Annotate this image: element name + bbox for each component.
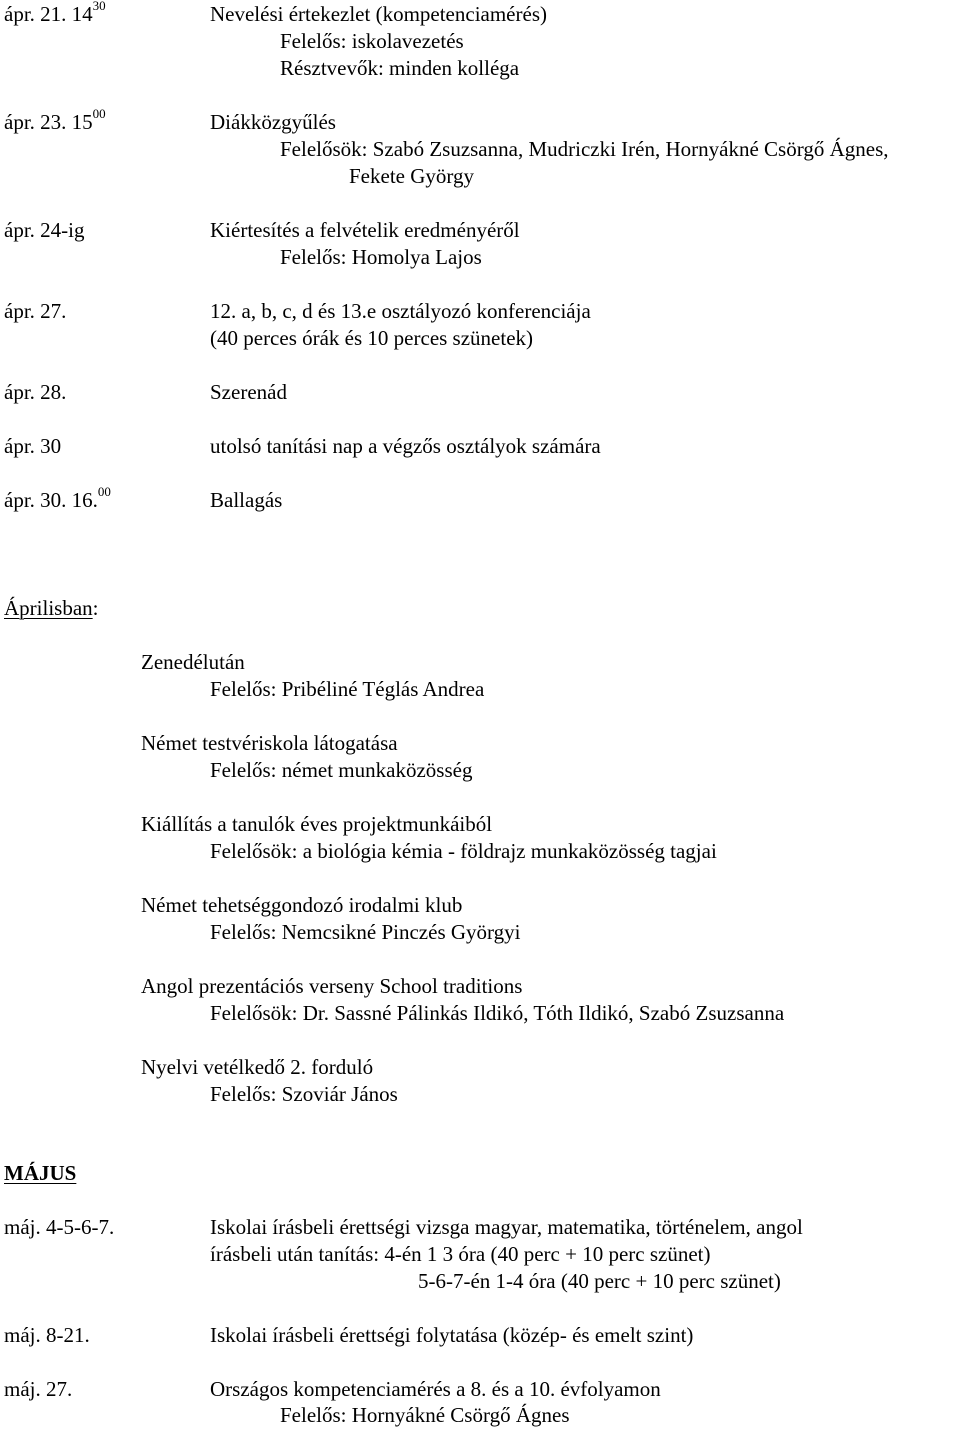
event-time-superscript: 00	[92, 106, 106, 121]
section-heading-majus: MÁJUS	[4, 1161, 77, 1185]
event-detail: 5-6-7-én 1-4 óra (40 perc + 10 perc szünet)	[418, 1269, 781, 1293]
event-title: Szerenád	[210, 380, 287, 404]
event-detail: Fekete György	[349, 164, 475, 188]
event-title: utolsó tanítási nap a végzős osztályok számára	[210, 434, 601, 458]
event-detail: Felelős: Hornyákné Csörgő Ágnes	[280, 1403, 570, 1427]
event-date: ápr. 30	[4, 434, 62, 458]
list-item-title: Német tehetséggondozó irodalmi klub	[141, 893, 463, 917]
list-item-responsible: Felelős: Pribéliné Téglás Andrea	[210, 677, 485, 701]
event-detail: Felelős: Homolya Lajos	[280, 245, 482, 269]
event-detail: írásbeli után tanítás: 4-én 1 3 óra (40 perc + 10 perc szünet)	[210, 1242, 711, 1266]
event-title: Országos kompetenciamérés a 8. és a 10. évfolyamon	[210, 1377, 661, 1401]
list-item-title: Angol prezentációs verseny School traditions	[141, 974, 523, 998]
list-item-responsible: Felelős: Szoviár János	[210, 1082, 398, 1106]
event-title: Diákközgyűlés	[210, 110, 336, 134]
list-item-responsible: Felelős: német munkaközösség	[210, 758, 473, 782]
event-date: ápr. 21. $14^{30}$	[4, 0, 106, 26]
event-time-superscript: 00	[97, 484, 111, 499]
event-title: Kiértesítés a felvételik eredményéről	[210, 218, 520, 242]
event-title: Iskolai írásbeli érettségi vizsga magyar, matematika, történelem, angol	[210, 1215, 803, 1239]
list-item-title: Kiállítás a tanulók éves projektmunkáiból	[141, 812, 493, 836]
event-date: máj. 8-21.	[4, 1323, 90, 1347]
list-item-title: Német testvériskola látogatása	[141, 731, 398, 755]
event-date: ápr. 24-ig	[4, 218, 85, 242]
event-time-superscript: 30	[92, 0, 106, 13]
event-title: Ballagás	[210, 488, 283, 512]
event-detail: (40 perces órák és 10 perces szünetek)	[210, 326, 534, 350]
event-detail: Résztvevők: minden kolléga	[280, 56, 520, 80]
event-date: ápr. 28.	[4, 380, 67, 404]
list-item-title: Zenedélután	[141, 650, 245, 674]
event-title: Nevelési értekezlet (kompetenciamérés)	[210, 2, 547, 26]
event-title: Iskolai írásbeli érettségi folytatása (közép- és emelt szint)	[210, 1323, 694, 1347]
list-item-responsible: Felelősök: a biológia kémia - földrajz munkaközösség tagjai	[210, 839, 717, 863]
event-title: 12. a, b, c, d és 13.e osztályozó konferenciája	[210, 299, 591, 323]
section-heading-aprilisban: Áprilisban:	[4, 596, 99, 620]
list-item-responsible: Felelősök: Dr. Sassné Pálinkás Ildikó, Tóth Ildikó, Szabó Zsuzsanna	[210, 1001, 785, 1025]
event-detail: Felelősök: Szabó Zsuzsanna, Mudriczki Irén, Hornyákné Csörgő Ágnes,	[280, 137, 889, 161]
event-date: ápr. 30. 16.00	[4, 484, 111, 512]
event-date: ápr. 27.	[4, 299, 67, 323]
list-item-title: Nyelvi vetélkedő 2. forduló	[141, 1055, 374, 1079]
event-detail: Felelős: iskolavezetés	[280, 29, 464, 53]
event-date: máj. 4-5-6-7.	[4, 1215, 115, 1239]
list-item-responsible: Felelős: Nemcsikné Pinczés Györgyi	[210, 920, 521, 944]
event-date: máj. 27.	[4, 1377, 73, 1401]
event-date: ápr. 23. $15^{00}$	[4, 106, 106, 134]
